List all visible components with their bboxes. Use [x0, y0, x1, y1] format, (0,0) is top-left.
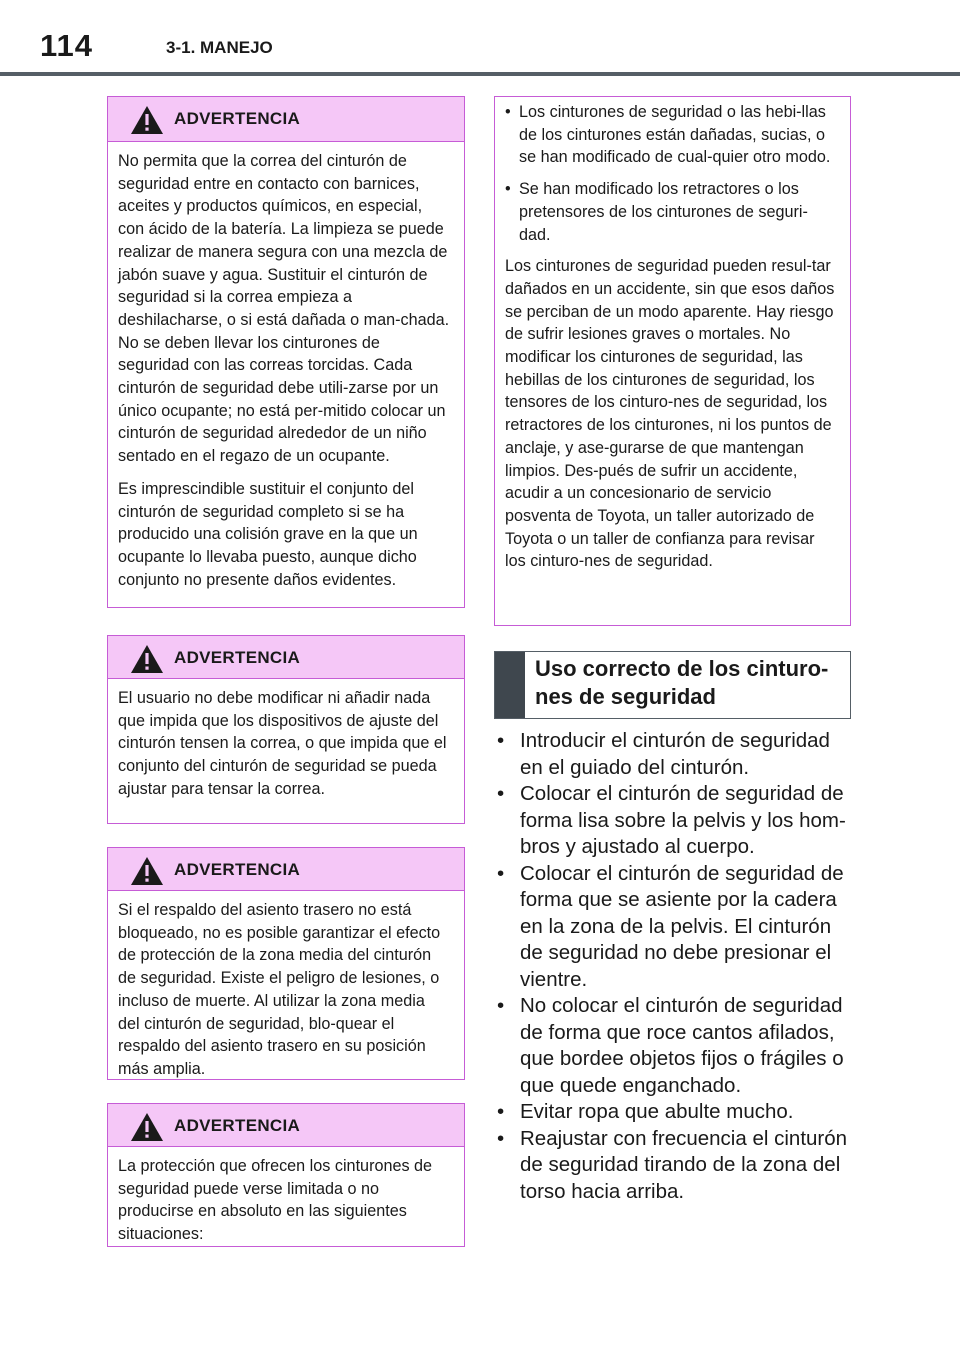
usage-heading: [494, 651, 851, 719]
warning-title: ADVERTENCIA: [174, 1116, 301, 1135]
list-item: • Colocar el cinturón de seguridad de forma que se asiente por la cadera en la zona de la pelvis. El cinturón de seguridad no debe presionar el vientre.: [497, 861, 857, 994]
warning-body: [108, 1147, 464, 1254]
warning-paragraph: No permita que la correa del cinturón de seguridad entre en contacto con barnices, aceites y productos químicos, en especial, con ácido de la batería. La limpieza se puede realizar de manera segura con una mezcla de jabón suave y agua. Sustituir el cinturón de seguridad si la correa empieza a deshilacharse, o si está dañada o man-chada. No se deben llevar los cinturones de seguridad con las correas torcidas. Cada cinturón de seguridad debe utili-zarse por un único ocupante; no está per-mitido colocar un cinturón de seguridad alrededor de un niño sentado en el regazo de un ocupante.: [118, 152, 450, 466]
page-number: 114: [40, 28, 94, 63]
warning-continued-list: [505, 101, 838, 246]
list-item: • Reajustar con frecuencia el cinturón de seguridad tirando de la zona del torso hacia arriba.: [497, 1126, 857, 1206]
list-item: • Los cinturones de seguridad o las hebi-llas de los cinturones están dañadas, sucias, o se han modificado de cual-quier otro modo.: [505, 101, 838, 169]
warning-paragraph: La protección que ofrecen los cinturones de seguridad puede verse limitada o no producirse en absoluto en las siguientes situaciones:: [118, 1157, 433, 1244]
list-item: • Evitar ropa que abulte mucho.: [497, 1099, 857, 1126]
section-title: 3-1. MANEJO: [166, 38, 273, 57]
header-rule: [0, 72, 960, 76]
warning-paragraph: El usuario no debe modificar ni añadir nada que impida que los dispositivos de ajuste del cinturón tensen la correa, o que impida que el conjunto del cinturón de seguridad se pueda ajustar para tensar la correa.: [118, 689, 447, 798]
usage-heading-text: Uso correcto de los cinturo-nes de seguridad: [535, 656, 829, 709]
warning-title: ADVERTENCIA: [174, 109, 301, 128]
warning-box-2: [107, 635, 465, 824]
warning-body: [108, 891, 464, 1089]
usage-list: [497, 728, 857, 1205]
warning-paragraph: Es imprescindible sustituir el conjunto del cinturón de seguridad completo si se ha producido una colisión grave en la que un ocupante lo llevaba puesto, aunque dicho conjunto no presente daños evidentes.: [118, 479, 418, 589]
warning-triangle-icon: [130, 856, 164, 886]
warning-header: [108, 848, 464, 891]
list-item: • No colocar el cinturón de seguridad de forma que roce cantos afilados, que bordee objetos fijos o frágiles o que quede enganchado.: [497, 993, 857, 1099]
warning-title: ADVERTENCIA: [174, 648, 301, 667]
warning-title: ADVERTENCIA: [174, 860, 301, 879]
heading-bar: [495, 652, 525, 718]
warning-header: [108, 1104, 464, 1147]
warning-body: [108, 142, 464, 599]
warning-box-1: [107, 96, 465, 608]
warning-triangle-icon: [130, 1112, 164, 1142]
list-item: • Introducir el cinturón de seguridad en el guiado del cinturón.: [497, 728, 857, 781]
warning-header: [108, 636, 464, 679]
warning-paragraph: Si el respaldo del asiento trasero no está bloqueado, no es posible garantizar el efecto de protección de la zona media del cinturón de seguridad. Existe el peligro de lesiones, o incluso de muerte. Al utilizar la zona media del cinturón de seguridad, blo-quear el respaldo del asiento trasero en su posición más amplia.: [118, 901, 441, 1078]
warning-triangle-icon: [130, 644, 164, 674]
warning-continued-paragraph: Los cinturones de seguridad pueden resul-tar dañados en un accidente, sin que esos daños se perciban de un modo aparente. Hay riesgo de sufrir lesiones graves o mortales. No modificar los cinturones de seguridad, las hebillas de los cinturones de seguridad, los tensores de los cinturo-nes de seguridad, los retractores de los cinturones, ni los puntos de anclaje, y ase-gurarse de que mantengan limpios. Des-pués de sufrir un accidente, acudir a un concesionario de servicio posventa de Toyota, un taller autorizado de Toyota o un taller de confianza para revisar los cinturo-nes de seguridad.: [505, 257, 835, 571]
warning-triangle-icon: [130, 105, 164, 135]
list-item: • Colocar el cinturón de seguridad de forma lisa sobre la pelvis y los hom-bros y ajustado al cuerpo.: [497, 781, 857, 861]
warning-box-4: [107, 1103, 465, 1247]
warning-header: [108, 97, 464, 142]
warning-body: [108, 679, 464, 809]
warning-continued-box: [494, 96, 851, 626]
list-item: • Se han modificado los retractores o los pretensores de los cinturones de seguri-dad.: [505, 178, 838, 246]
warning-box-3: [107, 847, 465, 1080]
